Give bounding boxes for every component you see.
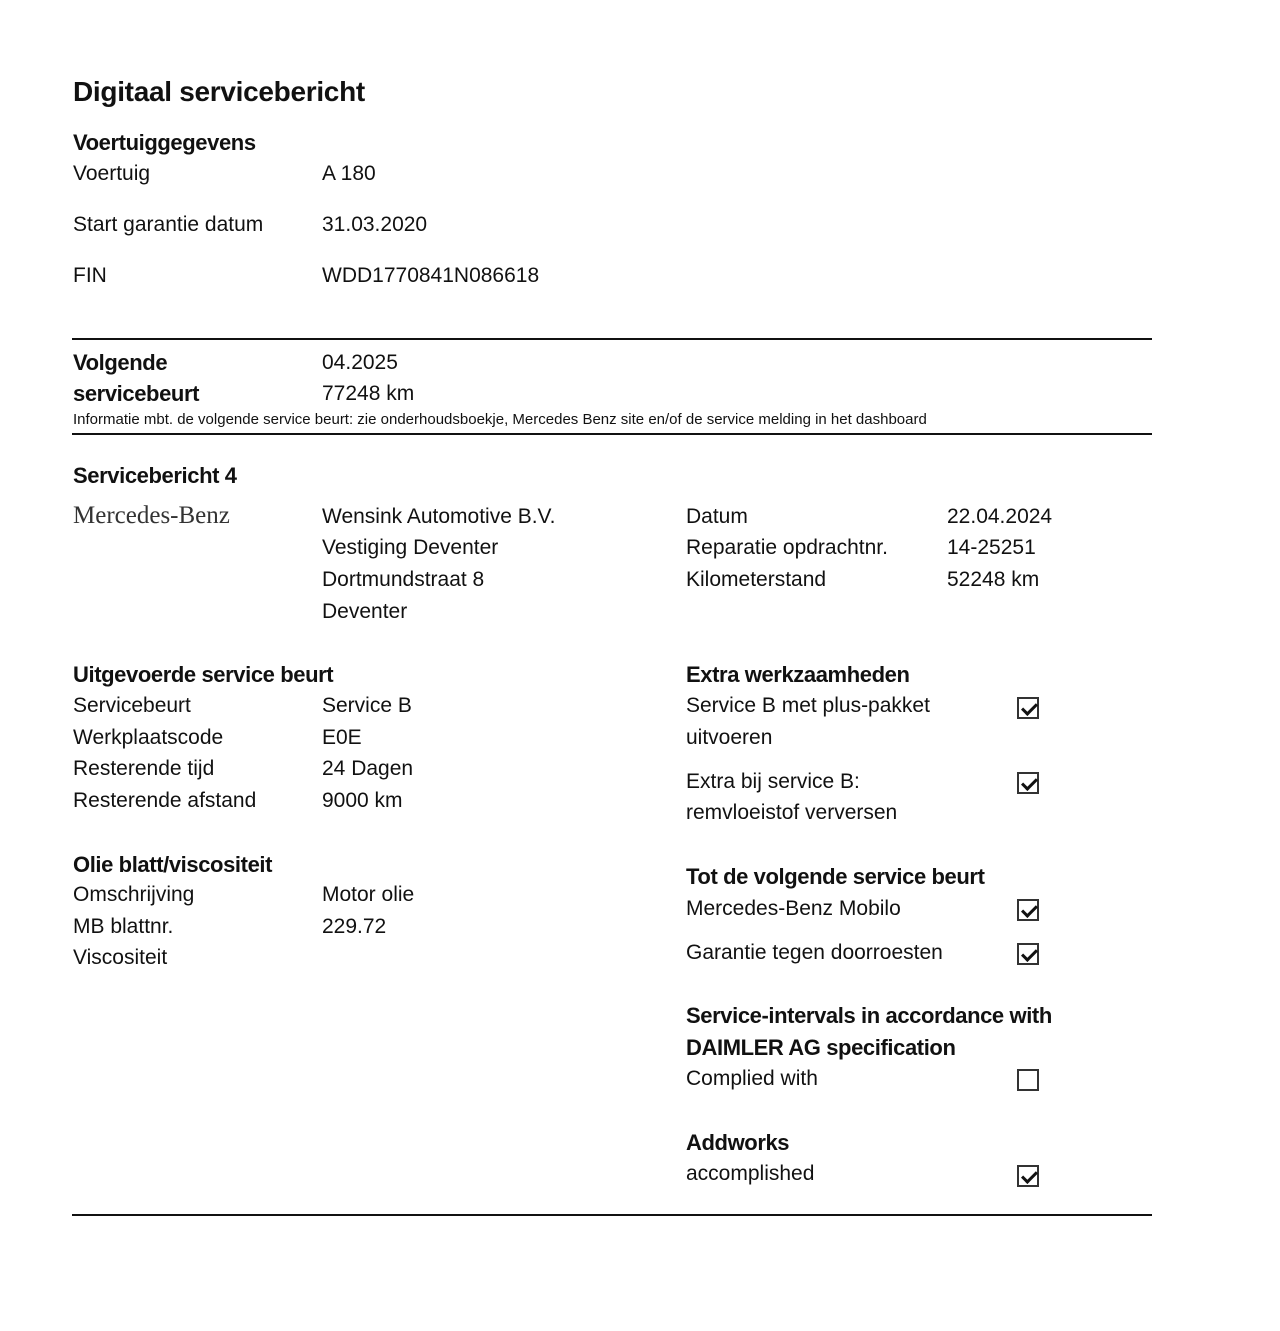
remaining-distance-label: Resterende afstand <box>73 789 257 812</box>
page-title: Digitaal servicebericht <box>73 76 365 107</box>
dealer-city: Deventer <box>322 600 408 623</box>
performed-heading: Uitgevoerde service beurt <box>73 662 334 687</box>
checkbox-brake-fluid[interactable] <box>1017 772 1039 794</box>
checkbox-rust-warranty[interactable] <box>1017 943 1039 965</box>
brand-logo: Mercedes-Benz <box>73 502 230 529</box>
checkbox-mobilo[interactable] <box>1017 899 1039 921</box>
next-service-distance: 77248 km <box>322 382 415 405</box>
oil-spec-value: 229.72 <box>322 915 387 938</box>
mileage-label: Kilometerstand <box>686 568 827 591</box>
intervals-heading-1: Service-intervals in accordance with <box>686 1003 1052 1028</box>
fin-label: FIN <box>73 264 107 287</box>
vehicle-label: Voertuig <box>73 162 151 185</box>
date-label: Datum <box>686 505 748 528</box>
order-number-value: 14-25251 <box>947 536 1036 559</box>
divider <box>72 433 1152 435</box>
extra-work-item-2-line1: Extra bij service B: <box>686 770 860 793</box>
extra-work-item-1-line1: Service B met plus-pakket <box>686 694 930 717</box>
next-service-heading-2: servicebeurt <box>73 381 200 406</box>
service-type-value: Service B <box>322 694 412 717</box>
rust-warranty-label: Garantie tegen doorroesten <box>686 941 943 964</box>
warranty-start-label: Start garantie datum <box>73 213 264 236</box>
next-service-note: Informatie mbt. de volgende service beurt: zie onderhoudsboekje, Mercedes Benz site en/of de service melding in het dashboard <box>73 411 927 428</box>
next-service-heading-1: Volgende <box>73 350 168 375</box>
mileage-value: 52248 km <box>947 568 1040 591</box>
extra-work-heading: Extra werkzaamheden <box>686 662 910 687</box>
workshop-code-value: E0E <box>322 726 362 749</box>
remaining-time-value: 24 Dagen <box>322 757 414 780</box>
order-number-label: Reparatie opdrachtnr. <box>686 536 888 559</box>
checkbox-complied-with[interactable] <box>1017 1069 1039 1091</box>
viscosity-label: Viscositeit <box>73 946 168 969</box>
oil-description-value: Motor olie <box>322 883 415 906</box>
remaining-distance-value: 9000 km <box>322 789 403 812</box>
workshop-code-label: Werkplaatscode <box>73 726 224 749</box>
addworks-heading: Addworks <box>686 1130 790 1155</box>
warranty-start-value: 31.03.2020 <box>322 213 428 236</box>
vehicle-value: A 180 <box>322 162 376 185</box>
service-report-heading: Servicebericht 4 <box>73 463 237 488</box>
date-value: 22.04.2024 <box>947 505 1053 528</box>
accomplished-label: accomplished <box>686 1162 815 1185</box>
dealer-name: Wensink Automotive B.V. <box>322 505 556 528</box>
oil-spec-label: MB blattnr. <box>73 915 174 938</box>
extra-work-item-2-line2: remvloeistof verversen <box>686 801 898 824</box>
intervals-heading-2: DAIMLER AG specification <box>686 1035 956 1060</box>
extra-work-item-1-line2: uitvoeren <box>686 726 773 749</box>
checkbox-plus-package[interactable] <box>1017 697 1039 719</box>
divider <box>72 1214 1152 1216</box>
oil-heading: Olie blatt/viscositeit <box>73 852 273 877</box>
divider <box>72 338 1152 340</box>
vehicle-heading: Voertuiggegevens <box>73 130 256 155</box>
checkbox-accomplished[interactable] <box>1017 1165 1039 1187</box>
service-type-label: Servicebeurt <box>73 694 191 717</box>
next-service-date: 04.2025 <box>322 351 398 374</box>
fin-value: WDD1770841N086618 <box>322 264 540 287</box>
dealer-branch: Vestiging Deventer <box>322 536 499 559</box>
remaining-time-label: Resterende tijd <box>73 757 215 780</box>
oil-description-label: Omschrijving <box>73 883 195 906</box>
complied-with-label: Complied with <box>686 1067 818 1090</box>
until-next-heading: Tot de volgende service beurt <box>686 864 985 889</box>
dealer-street: Dortmundstraat 8 <box>322 568 485 591</box>
mobilo-label: Mercedes-Benz Mobilo <box>686 897 901 920</box>
